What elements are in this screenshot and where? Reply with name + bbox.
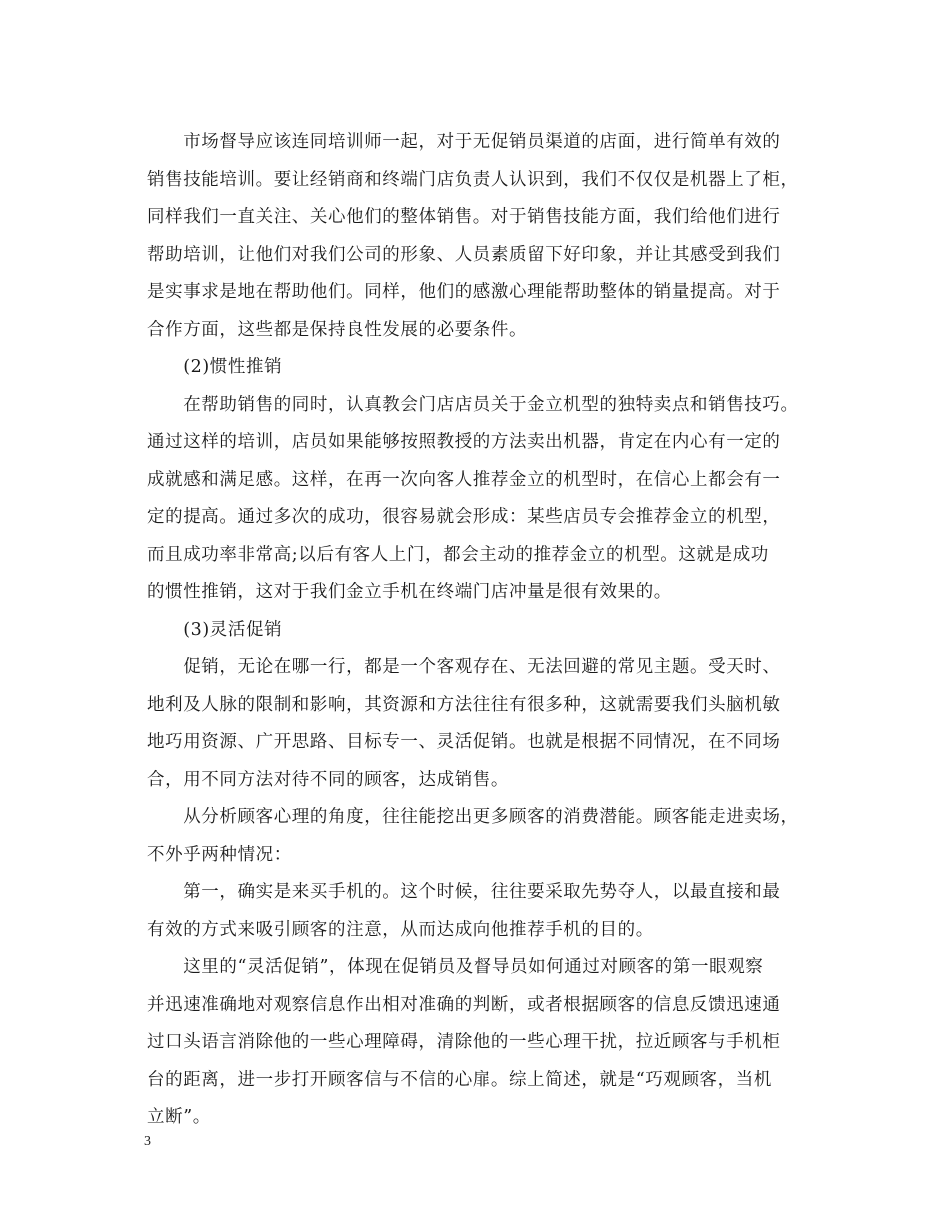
page-number: 3	[144, 1134, 151, 1149]
text-line: 市场督导应该连同培训师一起，对于无促销员渠道的店面，进行简单有效的	[147, 132, 781, 152]
text-line: 第一，确实是来买手机的。这个时候，往往要采取先势夺人，以最直接和最	[147, 882, 781, 902]
text-line: 同样我们一直关注、关心他们的整体销售。对于销售技能方面，我们给他们进行	[147, 207, 781, 227]
text-line: 地巧用资源、广开思路、目标专一、灵活促销。也就是根据不同情况，在不同场	[147, 732, 781, 752]
section-heading: (3)灵活促销	[147, 619, 283, 640]
text-line: 不外乎两种情况：	[147, 844, 292, 865]
text-line: 在帮助销售的同时，认真教会门店店员关于金立机型的独特卖点和销售技巧。	[147, 394, 799, 415]
text-line: 帮助培训，让他们对我们公司的形象、人员素质留下好印象，并让其感受到我们	[147, 244, 781, 265]
body-text	[147, 124, 807, 1137]
text-line: 台的距离，进一步打开顾客信与不信的心扉。综上简述，就是“巧观顾客，当机	[147, 1069, 772, 1090]
text-line: 而且成功率非常高;以后有客人上门，都会主动的推荐金立的机型。这就是成功	[147, 544, 769, 565]
text-line: 合，用不同方法对待不同的顾客，达成销售。	[147, 769, 509, 790]
text-line: 通过这样的培训，店员如果能够按照教授的方法卖出机器，肯定在内心有一定的	[147, 432, 781, 452]
text-line: 有效的方式来吸引顾客的注意，从而达成向他推荐手机的目的。	[147, 919, 654, 940]
text-line: 并迅速准确地对观察信息作出相对准确的判断，或者根据顾客的信息反馈迅速通	[147, 994, 781, 1015]
text-line: 这里的“灵活促销”，体现在促销员及督导员如何通过对顾客的第一眼观察	[147, 957, 764, 977]
text-line: 过口头语言消除他的一些心理障碍，清除他的一些心理干扰，拉近顾客与手机柜	[147, 1032, 781, 1052]
text-line: 销售技能培训。要让经销商和终端门店负责人认识到，我们不仅仅是机器上了柜，	[147, 169, 799, 190]
text-line: 立断”。	[147, 1107, 211, 1127]
text-line: 是实事求是地在帮助他们。同样，他们的感激心理能帮助整体的销量提高。对于	[147, 282, 781, 302]
text-line: 的惯性推销，这对于我们金立手机在终端门店冲量是很有效果的。	[147, 582, 672, 602]
text-line: 从分析顾客心理的角度，往往能挖出更多顾客的消费潜能。顾客能走进卖场，	[147, 807, 799, 827]
text-line: 地利及人脉的限制和影响，其资源和方法往往有很多种，这就需要我们头脑机敏	[147, 694, 781, 715]
section-heading: (2)惯性推销	[147, 357, 283, 377]
text-line: 定的提高。通过多次的成功，很容易就会形成：某些店员专会推荐金立的机型，	[147, 507, 781, 527]
text-line: 促销，无论在哪一行，都是一个客观存在、无法回避的常见主题。受天时、	[147, 657, 781, 677]
text-line: 合作方面，这些都是保持良性发展的必要条件。	[147, 319, 528, 340]
text-line: 成就感和满足感。这样，在再一次向客人推荐金立的机型时，在信心上都会有一	[147, 469, 781, 490]
